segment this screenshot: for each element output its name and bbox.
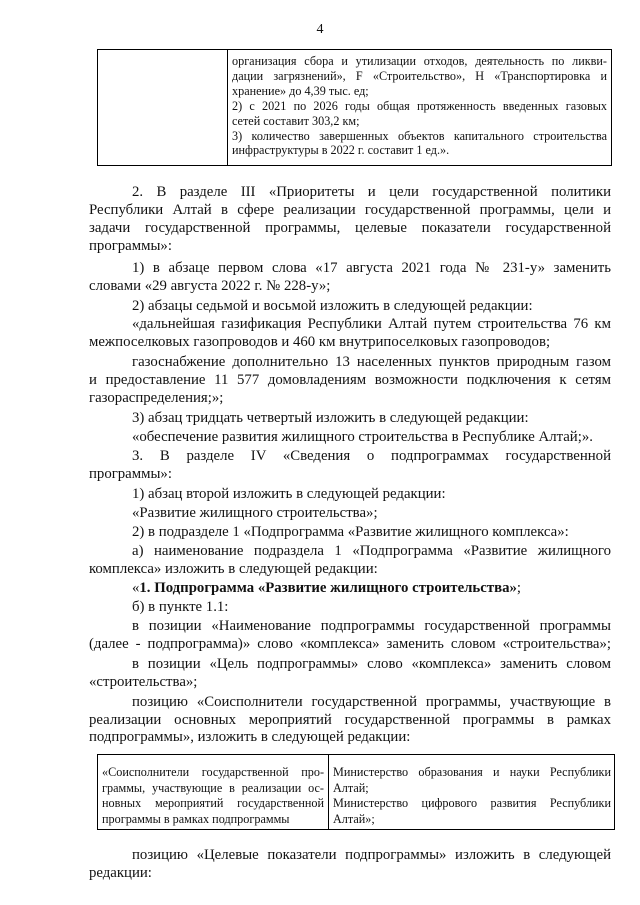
table-cell-left [102,765,324,827]
text-line: 2) абзацы седьмой и восьмой изложить в следующей редакции: [132,298,533,314]
text-line: газоснабжение дополнительно 13 населенных пунктов природным газом [132,354,611,370]
text-line: и предоставление 11 577 домовладениям возможности подключения к сетям [89,372,611,388]
table-line: 3) количество завершенных объектов капитального строительства [232,128,607,143]
text-line: программы»: [89,238,172,254]
table-cell-text [232,54,607,158]
text-line: подпрограммы», изложить в следующей редакции: [89,729,411,745]
table-line: граммы, участвующие в реализации ос- [102,780,324,795]
text-line: программы»: [89,466,172,482]
table-line: инфраструктуры в 2022 г. составит 1 ед.». [232,143,450,158]
table-column-divider [227,50,228,165]
subsection-heading: «1. Подпрограмма «Развитие жилищного строительства»; [132,580,522,596]
text-line: 1) в абзаце первом слова «17 августа 2021 года № 231-у» заменить [132,260,611,276]
table-line: Алтай; [333,780,369,795]
text-line: «дальнейшая газификация Республики Алтай путем строительства 76 км [132,316,611,332]
table-line: сетей составит 303,2 км; [232,113,360,128]
table-line: хранение» до 4,39 тыс. ед; [232,83,369,98]
text-line: «строительства»; [89,674,198,690]
text-line: в позиции «Наименование подпрограммы государственной программы [132,618,611,634]
text-line: газораспределения;»; [89,390,224,406]
text-line: межпоселковых газопроводов и 460 км внутрипоселковых газопроводов; [89,334,551,350]
table-line: Министерство цифрового развития Республики [333,796,611,810]
table-column-divider [328,755,329,829]
page-number: 4 [316,22,324,37]
text-line: редакции: [89,865,152,881]
text-line: позицию «Целевые показатели подпрограммы» изложить в следующей [132,847,611,863]
table-line: Министерство образования и науки Республики [333,765,611,779]
text-line: (далее - подпрограмма)» слово «комплекса» заменить словом «строительства»; [89,636,611,652]
text-line: «обеспечение развития жилищного строительства в Республике Алтай;». [132,429,593,445]
text-line: б) в пункте 1.1: [132,599,229,615]
table-cell-right [333,765,611,827]
text-line: задачи государственной программы, целевые показатели государственной [89,220,611,236]
text-line: 1) абзац второй изложить в следующей редакции: [132,486,446,502]
bottom-table [97,754,615,830]
text-line: словами «29 августа 2022 г. № 228-у»; [89,278,331,294]
text-line: 3. В разделе IV «Сведения о подпрограммах государственной [132,448,611,464]
table-line: дации загрязнений», F «Строительство», H «Транспортировка и [232,68,607,83]
text-line: позицию «Соисполнители государственной программы, участвующие в [132,694,611,710]
text-line: «Развитие жилищного строительства»; [132,505,378,521]
text-line: 3) абзац тридцать четвертый изложить в следующей редакции: [132,410,529,426]
table-line: «Соисполнители государственной про- [102,765,324,779]
table-line: новных мероприятий государственной [102,796,324,810]
top-table [97,49,612,166]
text-line: комплекса» изложить в следующей редакции: [89,561,378,577]
text-line: а) наименование подраздела 1 «Подпрограмма «Развитие жилищного [132,543,611,559]
text-line: 2. В разделе III «Приоритеты и цели государственной политики [132,184,611,200]
table-line: 2) с 2021 по 2026 годы общая протяженность введенных газовых [232,98,607,113]
table-line: программы в рамках подпрограммы [102,811,290,826]
text-line: реализации основных мероприятий государственной программы в рамках [89,712,611,728]
table-line: Алтай»; [333,811,375,826]
text-line: в позиции «Цель подпрограммы» слово «комплекса» заменить словом [132,656,611,672]
text-line: Республики Алтай в сфере реализации государственной программы, цели и [89,202,611,218]
table-line: организация сбора и утилизации отходов, деятельность по ликви- [232,54,607,68]
text-line: 2) в подразделе 1 «Подпрограмма «Развитие жилищного комплекса»: [132,524,569,540]
